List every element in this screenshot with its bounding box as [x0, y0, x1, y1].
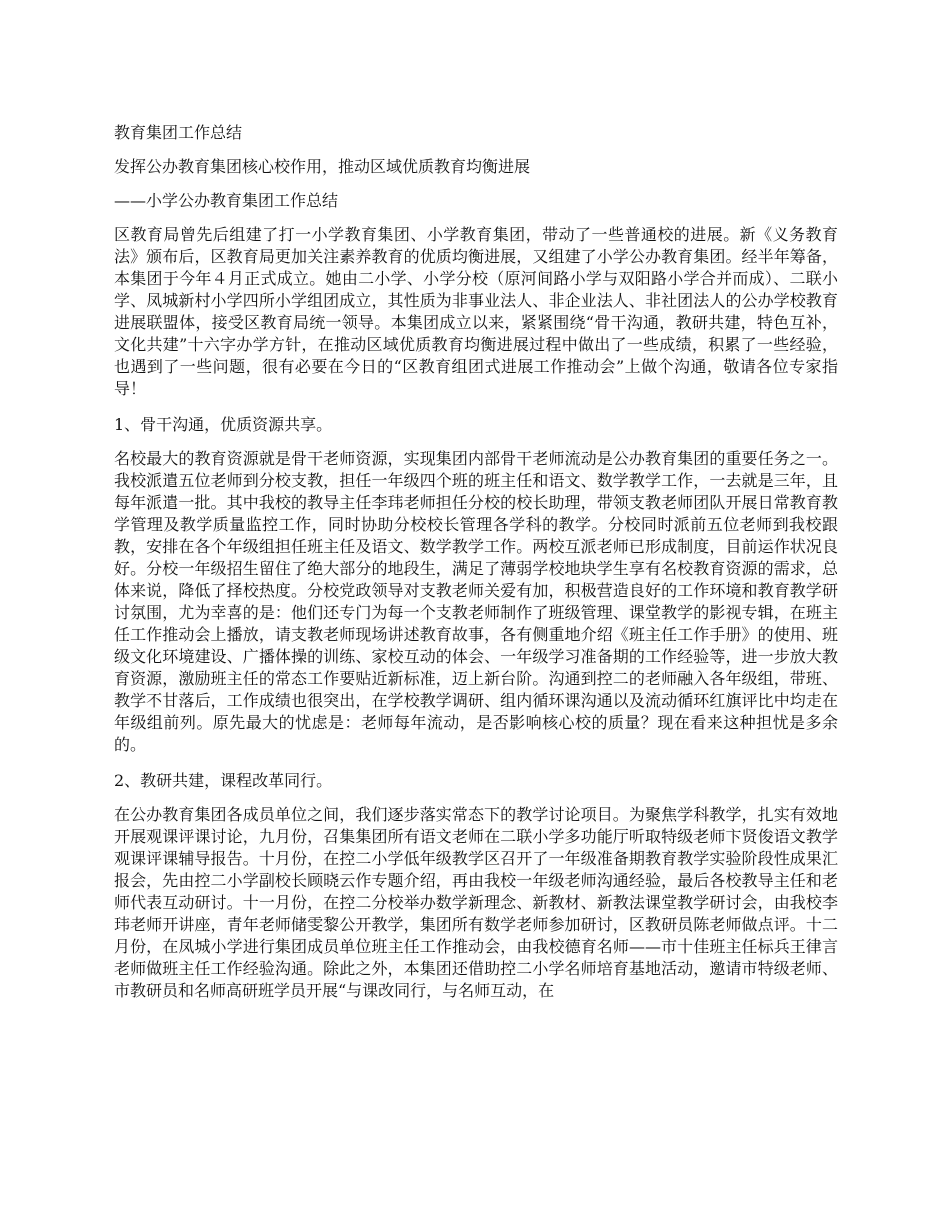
section-2-heading: 2、教研共建，课程改革同行。 — [114, 771, 333, 790]
intro-paragraph: 区教育局曾先后组建了打一小学教育集团、小学教育集团，带动了一些普通校的进展。新《义务教育法》颁布后，区教育局更加关注素养教育的优质均衡进展，又组建了小学公办教育集团。经半年筹备，本集团于今年４月正式成立。她由二小学、小学分校（原河间路小学与双阳路小学合并而成）、二联小学、凤城新村小学四所小学组团成立，其性质为非事业法人、非企业法人、非社团法人的公办学校教育进展联盟体，接受区教育局统一领导。本集团成立以来，紧紧围绕“骨干沟通，教研共建，特色互补，文化共建”十六字办学方针，在推动区域优质教育均衡进展过程中做出了一些成绩，积累了一些经验，也遇到了一些问题，很有必要在今日的“区教育组团式进展工作推动会”上做个沟通，敬请各位专家指导！ — [114, 225, 838, 398]
section-2-paragraph: 在公办教育集团各成员单位之间，我们逐步落实常态下的教学讨论项目。为聚焦学科教学，扎实有效地开展观课评课讨论，九月份，召集集团所有语文老师在二联小学多功能厅听取特级老师卞贤俊语文教学观课评课辅导报告。十月份，在控二小学低年级教学区召开了一年级准备期教育教学实验阶段性成果汇报会，先由控二小学副校长顾晓云作专题介绍，再由我校一年级老师沟通经验，最后各校教导主任和老师代表互动研讨。十一月份，在控二分校举办数学新理念、新教材、新教法课堂教学研讨会，由我校李玮老师开讲座，青年老师储雯黎公开教学，集团所有数学老师参加研讨，区教研员陈老师做点评。十二月份，在凤城小学进行集团成员单位班主任工作推动会，由我校德育名师——市十佳班主任标兵王律言老师做班主任工作经验沟通。除此之外，本集团还借助控二小学名师培育基地活动，邀请市特级老师、市教研员和名师高研班学员开展“与课改同行，与名师互动，在 — [114, 805, 838, 1000]
section-1-heading: 1、骨干沟通，优质资源共享。 — [114, 415, 333, 434]
document-subtitle: 发挥公办教育集团核心校作用，推动区域优质教育均衡进展 — [114, 157, 531, 176]
document-title: 教育集团工作总结 — [114, 123, 243, 142]
document-byline: ——小学公办教育集团工作总结 — [114, 191, 339, 210]
document-page — [114, 122, 838, 1016]
section-1-paragraph: 名校最大的教育资源就是骨干老师资源，实现集团内部骨干老师流动是公办教育集团的重要任务之一。我校派遣五位老师到分校支教，担任一年级四个班的班主任和语文、数学教学工作，一去就是三年，且每年派遣一批。其中我校的教导主任李玮老师担任分校的校长助理，带领支教老师团队开展日常教育教学管理及教学质量监控工作，同时协助分校校长管理各学科的教学。分校同时派前五位老师到我校跟教，安排在各个年级组担任班主任及语文、数学教学工作。两校互派老师已形成制度，目前运作状况良好。分校一年级招生留住了绝大部分的地段生，满足了薄弱学校地块学生享有名校教育资源的需求，总体来说，降低了择校热度。分校党政领导对支教老师关爱有加，积极营造良好的工作环境和教育教学研讨氛围，尤为幸喜的是：他们还专门为每一个支教老师制作了班级管理、课堂教学的影视专辑，在班主任工作推动会上播放，请支教老师现场讲述教育故事，各有侧重地介绍《班主任工作手册》的使用、班级文化环境建设、广播体操的训练、家校互动的体会、一年级学习准备期的工作经验等，进一步放大教育资源，激励班主任的常态工作要贴近新标准，迈上新台阶。沟通到控二的老师融入各年级组，带班、教学不甘落后，工作成绩也很突出，在学校教学调研、组内循环课沟通以及流动循环红旗评比中均走在年级组前列。原先最大的忧虑是：老师每年流动，是否影响核心校的质量？现在看来这种担忧是多余的。 — [114, 449, 838, 754]
